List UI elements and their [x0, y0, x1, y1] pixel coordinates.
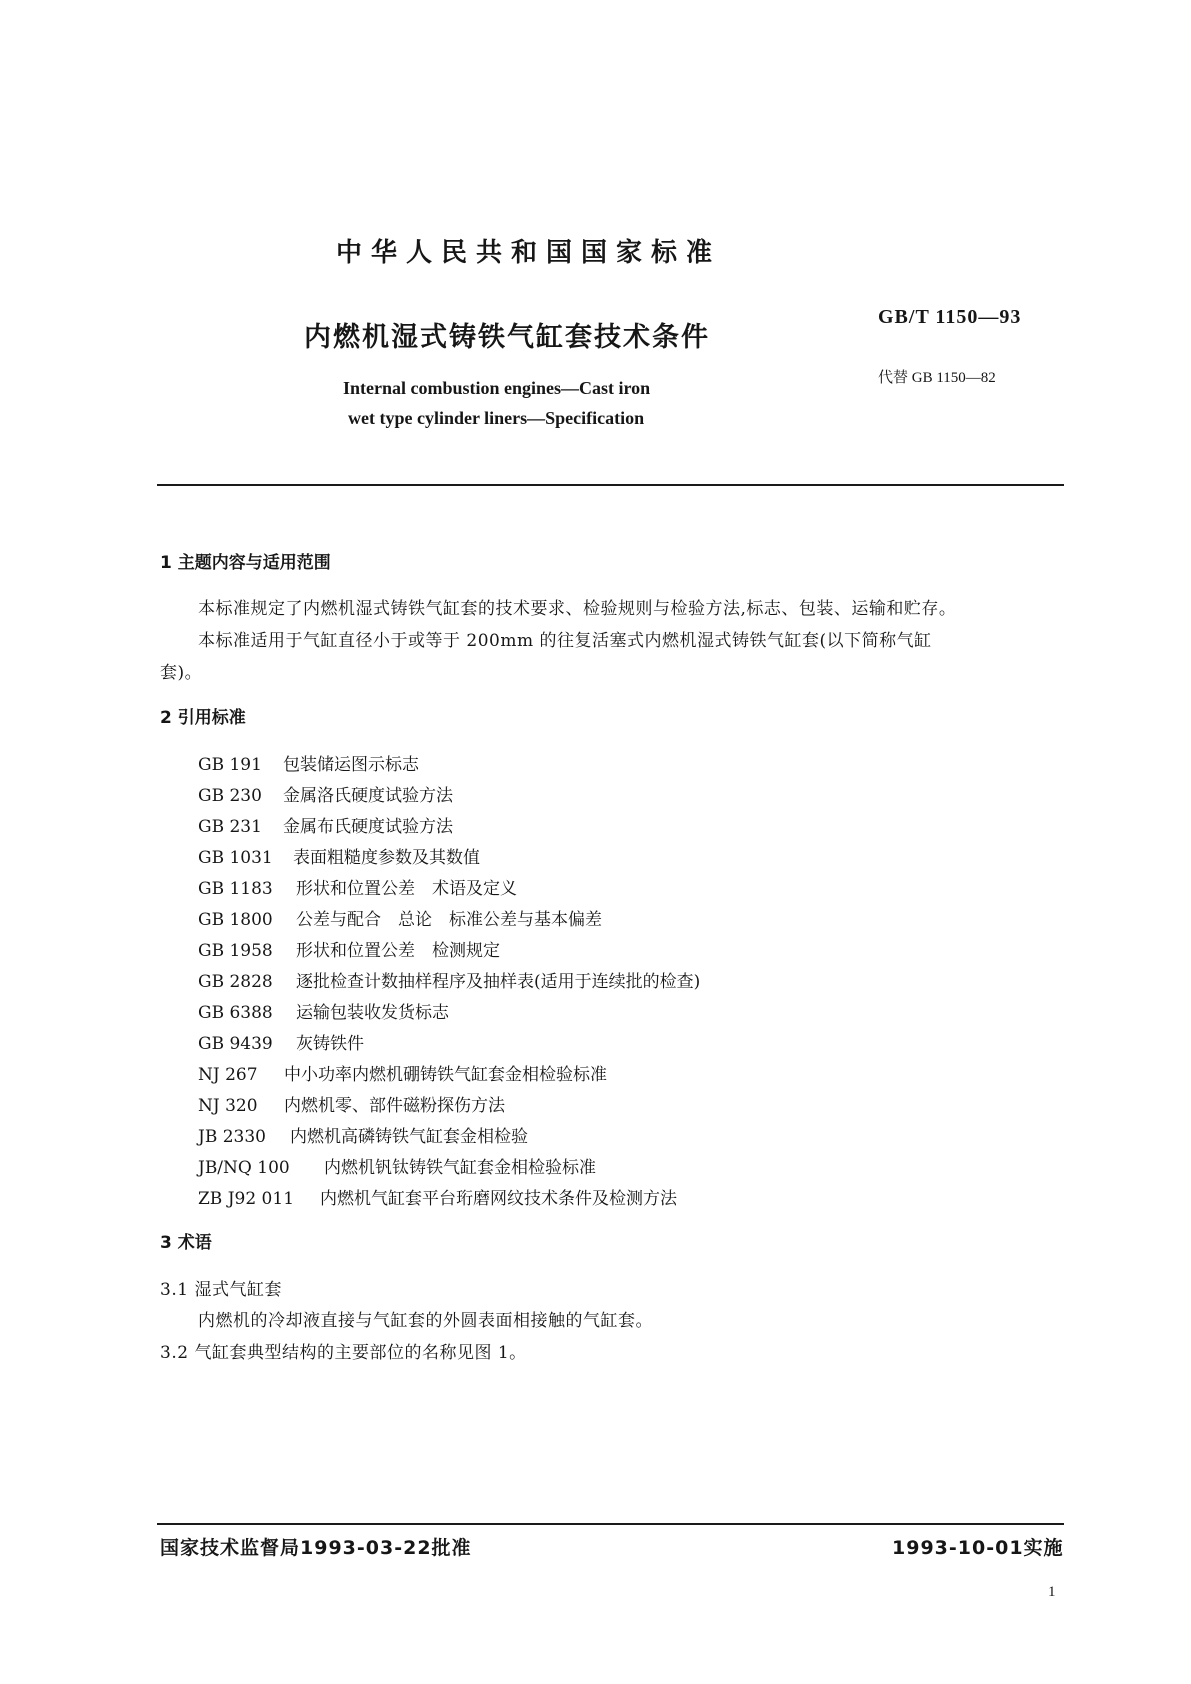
reference-item	[198, 1091, 505, 1116]
section-1-heading: 1 主题内容与适用范围	[160, 553, 331, 573]
reference-item	[198, 1060, 607, 1085]
reference-code: NJ 320	[198, 1096, 258, 1116]
document-title-english-line2: wet type cylinder liners—Specification	[348, 408, 645, 428]
section-1-paragraph-2-line-1: 本标准适用于气缸直径小于或等于 200mm 的往复活塞式内燃机湿式铸铁气缸套(以下简称气缸	[198, 631, 932, 651]
document-title-chinese: 内燃机湿式铸铁气缸套技术条件	[304, 322, 710, 353]
reference-code: GB 1031	[198, 848, 273, 868]
reference-code: GB 9439	[198, 1034, 273, 1054]
term-3-2-text: 3.2 气缸套典型结构的主要部位的名称见图 1。	[160, 1343, 527, 1363]
reference-title: 公差与配合 总论 标准公差与基本偏差	[296, 910, 602, 930]
reference-code: GB 231	[198, 817, 262, 837]
national-standard-title: 中华人民共和国国家标准	[336, 238, 722, 268]
footer-divider	[157, 1523, 1064, 1525]
reference-item	[198, 874, 517, 899]
reference-title: 内燃机高磷铸铁气缸套金相检验	[290, 1127, 528, 1147]
term-3-1-label: 3.1 湿式气缸套	[160, 1280, 282, 1300]
reference-title: 包装储运图示标志	[283, 755, 419, 775]
reference-title: 形状和位置公差 术语及定义	[296, 879, 517, 899]
reference-code: JB 2330	[198, 1127, 266, 1147]
reference-item	[198, 905, 602, 930]
reference-title: 逐批检查计数抽样程序及抽样表(适用于连续批的检查)	[296, 972, 701, 992]
page-number: 1	[1048, 1584, 1056, 1600]
section-3-heading: 3 术语	[160, 1233, 212, 1253]
standard-code: GB/T 1150—93	[878, 306, 1022, 328]
reference-item	[198, 998, 449, 1023]
reference-item	[198, 1153, 596, 1178]
section-1-paragraph-2-line-2: 套)。	[160, 663, 203, 683]
term-3-1-definition: 内燃机的冷却液直接与气缸套的外圆表面相接触的气缸套。	[198, 1311, 653, 1331]
reference-item	[198, 812, 453, 837]
reference-title: 内燃机钒钛铸铁气缸套金相检验标准	[324, 1158, 596, 1178]
reference-item	[198, 1122, 528, 1147]
reference-title: 内燃机气缸套平台珩磨网纹技术条件及检测方法	[320, 1189, 677, 1209]
reference-title: 金属洛氏硬度试验方法	[283, 786, 453, 806]
reference-code: GB 230	[198, 786, 262, 806]
reference-item	[198, 967, 700, 992]
reference-code: GB 2828	[198, 972, 273, 992]
section-1-paragraph-1: 本标准规定了内燃机湿式铸铁气缸套的技术要求、检验规则与检验方法,标志、包装、运输和贮存。	[198, 599, 957, 619]
section-2-heading: 2 引用标准	[160, 708, 246, 728]
reference-title: 内燃机零、部件磁粉探伤方法	[284, 1096, 505, 1116]
reference-title: 中小功率内燃机硼铸铁气缸套金相检验标准	[284, 1065, 607, 1085]
reference-item	[198, 1029, 364, 1054]
reference-title: 表面粗糙度参数及其数值	[293, 848, 480, 868]
reference-title: 金属布氏硬度试验方法	[283, 817, 453, 837]
document-title-english-line1: Internal combustion engines—Cast iron	[343, 378, 651, 398]
reference-item	[198, 936, 500, 961]
reference-title: 运输包装收发货标志	[296, 1003, 449, 1023]
reference-title: 形状和位置公差 检测规定	[296, 941, 500, 961]
reference-title: 灰铸铁件	[296, 1034, 364, 1054]
reference-code: NJ 267	[198, 1065, 258, 1085]
reference-item	[198, 750, 419, 775]
replaces-standard: 代替 GB 1150—82	[878, 370, 996, 386]
implementation-date: 1993-10-01实施	[892, 1537, 1064, 1559]
reference-code: GB 6388	[198, 1003, 273, 1023]
reference-item	[198, 1184, 677, 1209]
reference-code: JB/NQ 100	[198, 1158, 290, 1178]
reference-item	[198, 843, 480, 868]
reference-code: GB 1183	[198, 879, 273, 899]
approval-line: 国家技术监督局1993-03-22批准	[160, 1537, 472, 1559]
reference-item	[198, 781, 453, 806]
reference-code: GB 1958	[198, 941, 273, 961]
reference-code: GB 191	[198, 755, 262, 775]
header-divider	[157, 484, 1064, 486]
reference-code: GB 1800	[198, 910, 273, 930]
reference-code: ZB J92 011	[198, 1189, 295, 1209]
